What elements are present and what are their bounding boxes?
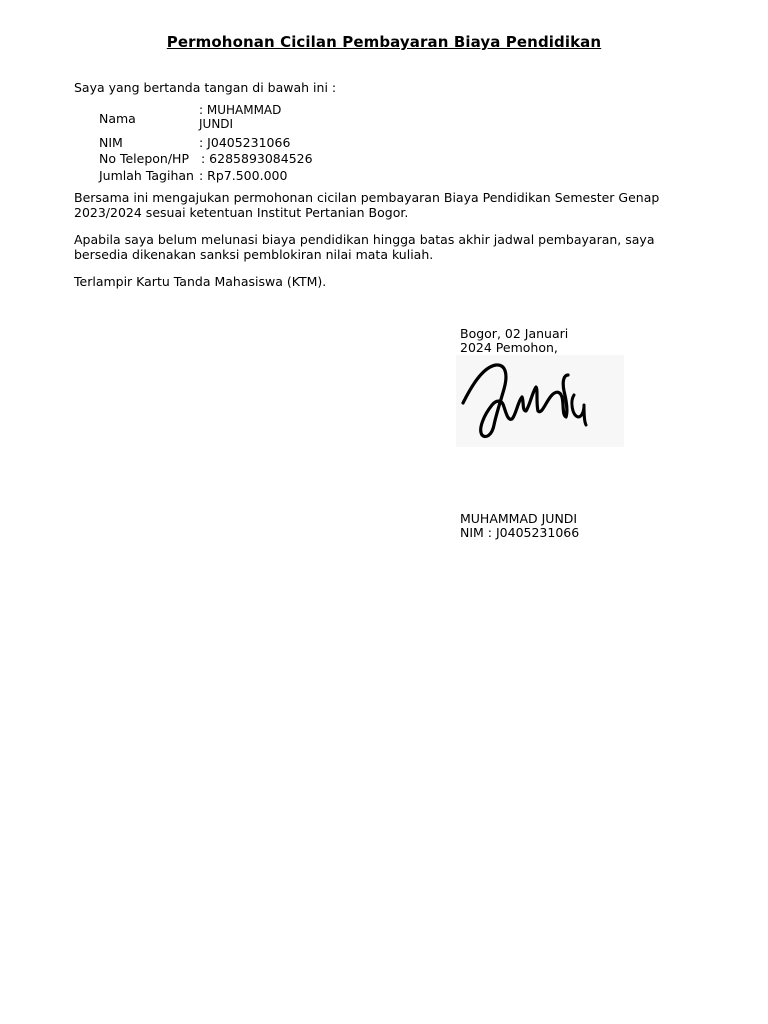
intro-text: Saya yang bertanda tangan di bawah ini :	[74, 80, 337, 95]
field-label-nim: NIM	[99, 135, 123, 150]
field-value-phone: : 6285893084526	[201, 151, 313, 166]
field-value-nama: : MUHAMMAD JUNDI	[199, 103, 282, 131]
field-value-amount: : Rp7.500.000	[199, 168, 288, 183]
paragraph-attachment: Terlampir Kartu Tanda Mahasiswa (KTM).	[74, 274, 327, 289]
signature-image	[456, 355, 624, 447]
field-value-nim: : J0405231066	[199, 135, 291, 150]
paragraph-sanction: Apabila saya belum melunasi biaya pendidikan hingga batas akhir jadwal pembayaran, saya bersedia dikenakan sanksi pemblokiran nilai mata kuliah.	[74, 232, 655, 262]
place-date: Bogor, 02 Januari 2024 Pemohon,	[460, 326, 569, 355]
field-label-phone: No Telepon/HP	[99, 151, 189, 166]
signer-name: MUHAMMAD JUNDI	[460, 511, 578, 526]
signer-nim: NIM : J0405231066	[460, 525, 580, 540]
signer-info	[460, 512, 579, 540]
field-label-nama: Nama	[99, 111, 136, 126]
paragraph-request: Bersama ini mengajukan permohonan cicilan pembayaran Biaya Pendidikan Semester Genap 2023/2024 sesuai ketentuan Institut Pertanian Bogor.	[74, 190, 660, 220]
document-title: Permohonan Cicilan Pembayaran Biaya Pendidikan	[166, 33, 602, 51]
field-label-amount: Jumlah Tagihan	[99, 168, 194, 183]
